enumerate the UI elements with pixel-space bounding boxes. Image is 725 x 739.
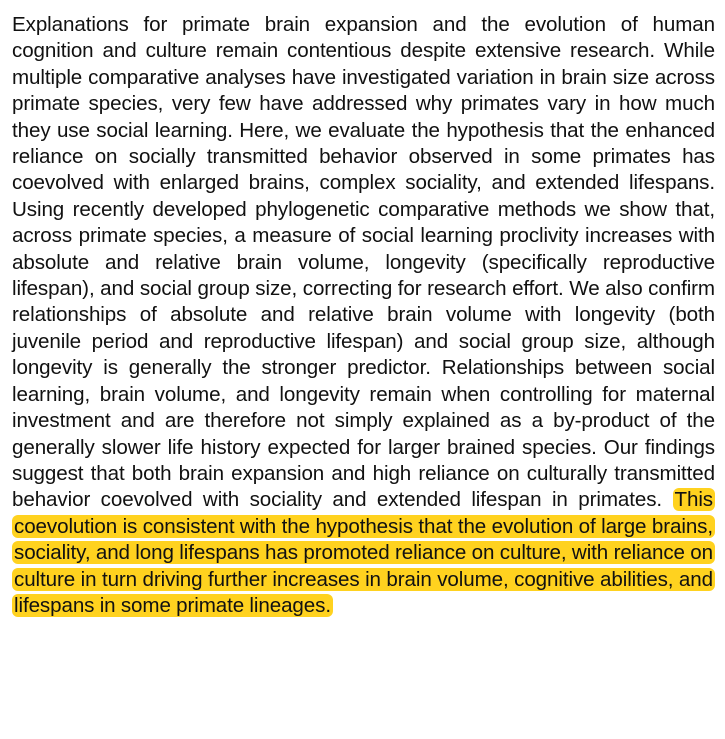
abstract-paragraph: [12, 12, 715, 619]
highlighted-sentence: This coevolution is consistent with the hypothesis that the evolution of large brains, sociality, and long lifespans has promoted reliance on culture, with reliance on culture in turn driving further increases in brain volume, cognitive abilities, and lifespans in some primate lineages.: [14, 488, 714, 617]
abstract-plain-text: Explanations for primate brain expansion and the evolution of human cognition and culture remain contentious despite extensive research. While multiple comparative analyses have investigated variation in brain size across primate species, very few have addressed why primates vary in how much they use social learning. Here, we evaluate the hypothesis that the enhanced reliance on socially transmitted behavior observed in some primates has coevolved with enlarged brains, complex sociality, and extended lifespans. Using recently developed phylogenetic comparative methods we show that, across primate species, a measure of social learning proclivity increases with absolute and relative brain volume, longevity (specifically reproductive lifespan), and social group size, correcting for research effort. We also confirm relationships of absolute and relative brain volume with longevity (both juvenile period and reproductive lifespan) and social group size, although longevity is generally the stronger predictor. Relationships between social learning, brain volume, and longevity remain when controlling for maternal investment and are therefore not simply explained as a by-product of the generally slower life history expected for larger brained species. Our findings suggest that both brain expansion and high reliance on culturally transmitted behavior coevolved with sociality and extended lifespan in primates.: [12, 13, 715, 512]
